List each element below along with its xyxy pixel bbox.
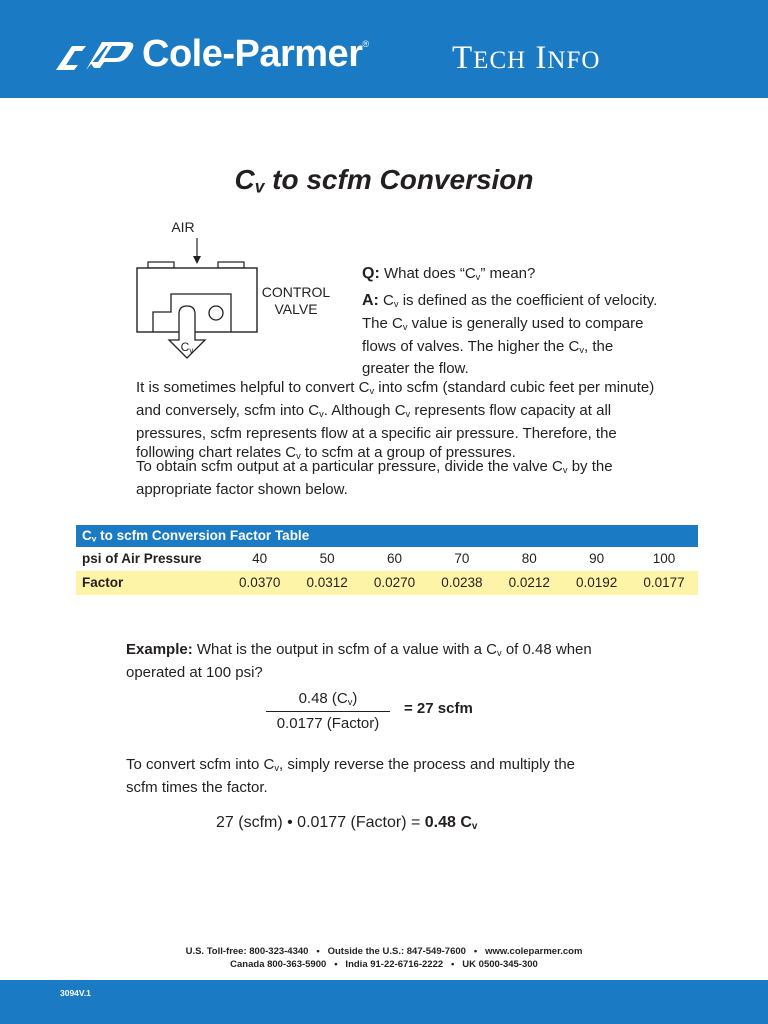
reverse-equation: 27 (scfm) • 0.0177 (Factor) = 0.48 $C_v$ [216,814,478,832]
tech-info-title: TECH INFO [452,40,601,76]
pressure-cell: 60 [386,551,402,566]
control-valve-diagram [125,218,345,368]
air-label: AIR [171,219,195,235]
question-answer [362,264,662,378]
factor-cell: 0.0270 [373,575,416,590]
table-row-pressure [76,547,698,571]
control-label: CONTROL [261,284,331,300]
valve-label: VALVE [274,301,318,317]
instruction-paragraph: To obtain scfm output at a particular pressure, divide the valve Cv by the appropriate factor shown below. [136,458,613,498]
intro-paragraph: It is sometimes helpful to convert Cv into scfm (standard cubic feet per minute) and conversely, scfm into Cv. Although Cv represents flow capacity at all pressures, scfm represents flow at a specific air pressure. Therefore, the following chart relates Cv to scfm at a group of pressures. [136,379,655,461]
row-label-pressure: psi of Air Pressure [82,551,202,566]
example-result: = 27 scfm [404,700,473,717]
pressure-cell: 100 [652,551,676,566]
page-title: $C_v$ to scfm Conversion [234,164,534,197]
pressure-cell: 70 [454,551,470,566]
factor-cell: 0.0370 [239,575,281,590]
factor-cell: 0.0212 [508,575,550,590]
pressure-cell: 90 [589,551,605,566]
example-fraction [266,690,390,732]
pressure-cell: 80 [521,551,537,566]
cole-parmer-logo-icon [52,36,136,74]
brand-name: Cole-Parmer® [142,33,369,75]
question: Q: What does “Cv” mean? [362,265,536,282]
factor-cell: 0.0238 [441,575,483,590]
answer: A: Cv is defined as the coefficient of velocity. The Cv value is generally used to compare flows of valves. The higher the Cv, the greater the flow. [362,291,658,378]
bottom-banner [0,980,768,1024]
document-code: 3094V.1 [60,988,91,998]
pressure-cell: 40 [252,551,268,566]
factor-cell: 0.0192 [576,575,618,590]
contact-footer [0,945,768,971]
conversion-factor-table [76,525,698,595]
diagram-cv-label: Cv [180,340,194,355]
convert-paragraph: To convert scfm into Cv, simply reverse the process and multiply the scfm times the factor. [126,756,576,796]
factor-cell: 0.0177 [643,575,685,590]
footer-line-2: Canada 800-363-5900 • India 91-22-6716-2222 • UK 0500-345-300 [230,959,538,970]
fraction-numerator: 0.48 (Cv) [266,690,390,712]
fraction-denominator: 0.0177 (Factor) [276,715,380,732]
table-title: $C_v$ to scfm Conversion Factor Table [76,525,698,547]
example-question: Example: What is the output in scfm of a value with a Cv of 0.48 when operated at 100 psi? [126,641,592,681]
header-banner [0,0,768,98]
pressure-cell: 50 [319,551,335,566]
row-label-factor: Factor [82,575,124,590]
footer-line-1: U.S. Toll-free: 800-323-4340 • Outside the U.S.: 847-549-7600 • www.coleparmer.com [185,946,583,957]
table-row-factor [76,571,698,595]
factor-cell: 0.0312 [306,575,348,590]
